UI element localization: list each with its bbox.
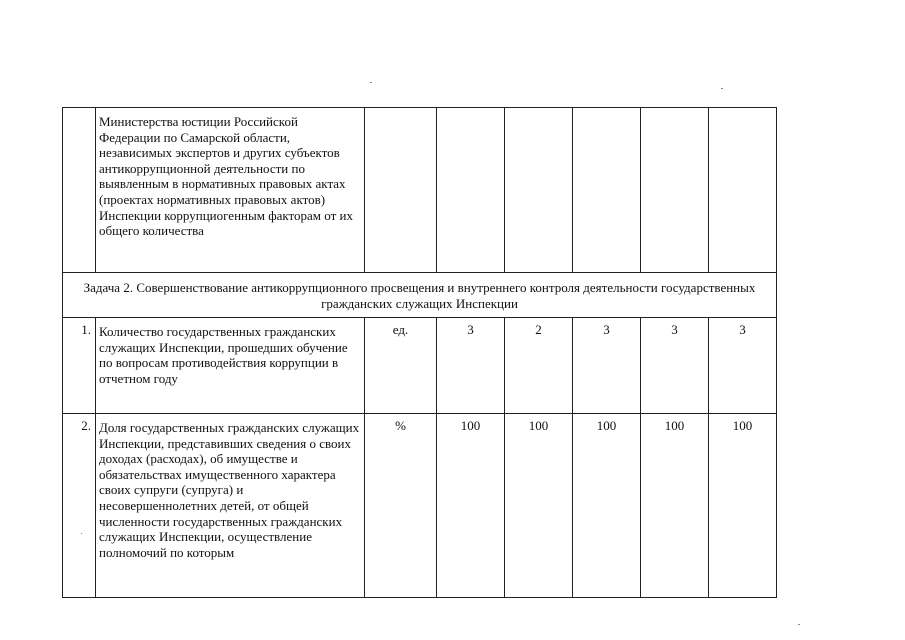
- row-number: 1.: [63, 318, 96, 414]
- task-heading-row: [63, 273, 777, 318]
- value-cell: 2: [505, 318, 573, 414]
- value-cell: 100: [437, 414, 505, 598]
- table-row-continued: [63, 108, 777, 273]
- indicator-name: Доля государственных гражданских служащих Инспекции, представивших сведения о своих доходах (расходах), об имуществе и обязательствах имущественного характера своих супруги (супруга) и несовершеннолетних детей, от общей численности государственных гражданских служащих Инспекции, осуществление полномочий по которым: [96, 414, 365, 598]
- value-cell: [641, 108, 709, 273]
- row-number: 2.: [63, 414, 96, 598]
- value-cell: 100: [641, 414, 709, 598]
- table-row: [63, 414, 777, 598]
- unit-cell: [365, 108, 437, 273]
- value-cell: 100: [505, 414, 573, 598]
- value-cell: [573, 108, 641, 273]
- unit-cell: ед.: [365, 318, 437, 414]
- value-cell: [505, 108, 573, 273]
- row-number: [63, 108, 96, 273]
- task-heading: Задача 2. Совершенствование антикоррупционного просвещения и внутреннего контроля деятельности государственных гражданских служащих Инспекции: [63, 273, 777, 318]
- value-cell: 3: [573, 318, 641, 414]
- value-cell: 100: [573, 414, 641, 598]
- scan-speck: [798, 624, 800, 625]
- unit-cell: %: [365, 414, 437, 598]
- value-cell: 100: [709, 414, 777, 598]
- scan-speck: [370, 82, 372, 83]
- indicator-name: Министерства юстиции Российской Федерации по Самарской области, независимых экспертов и других субъектов антикоррупционной деятельности по выявленным в нормативных правовых актах (проектах нормативных правовых актов) Инспекции коррупциогенным факторам от их общего количества: [96, 108, 365, 273]
- scan-speck: [721, 88, 723, 89]
- value-cell: 3: [709, 318, 777, 414]
- table-row: [63, 318, 777, 414]
- value-cell: 3: [641, 318, 709, 414]
- value-cell: [437, 108, 505, 273]
- value-cell: 3: [437, 318, 505, 414]
- indicator-name: Количество государственных гражданских служащих Инспекции, прошедших обучение по вопросам противодействия коррупции в отчетном году: [96, 318, 365, 414]
- indicators-table: [62, 107, 777, 598]
- value-cell: [709, 108, 777, 273]
